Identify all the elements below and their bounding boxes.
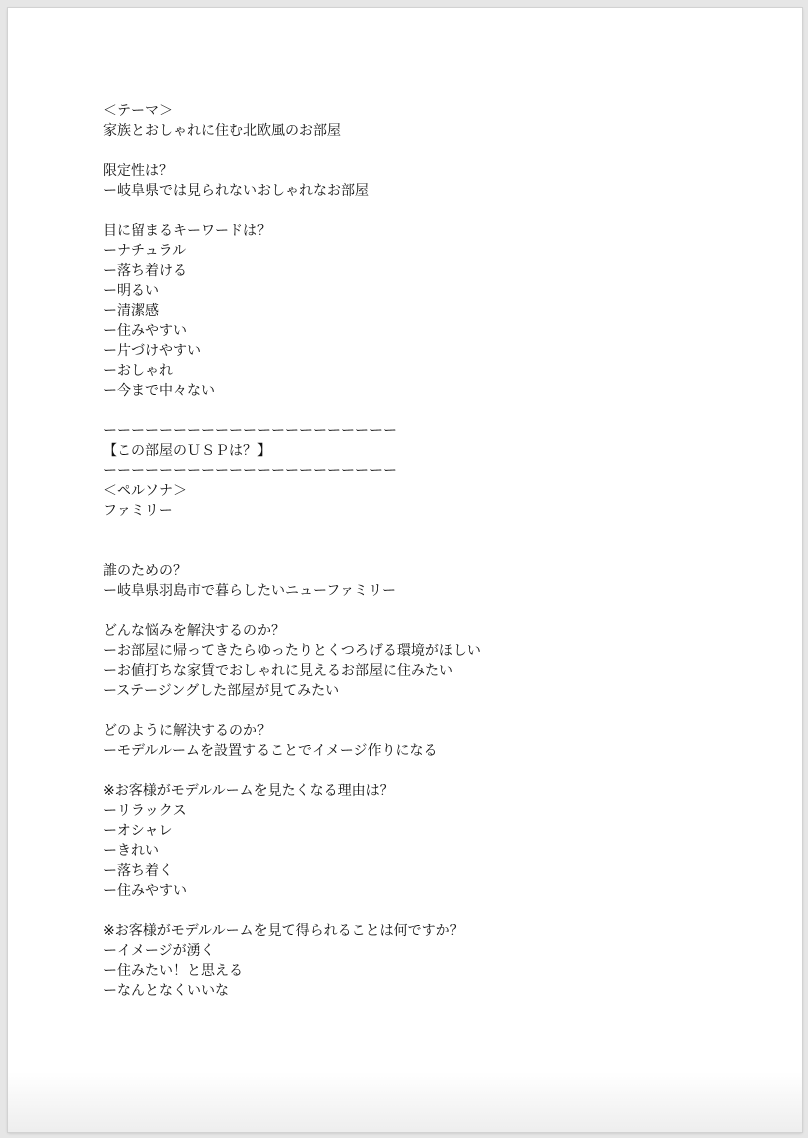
text-line: 【この部屋のＵＳＰは？】 — [103, 443, 271, 459]
text-line: ーお部屋に帰ってきたらゆったりとくつろげる環境がほしい — [103, 643, 481, 659]
blank-line — [103, 701, 763, 721]
blank-line — [103, 401, 763, 421]
text-line: ー住みたい！と思える — [103, 963, 243, 979]
text-line: ーリラックス — [103, 803, 187, 819]
text-line: ーきれい — [103, 843, 159, 859]
text-line: ー落ち着ける — [103, 263, 187, 279]
text-line: ーーーーーーーーーーーーーーーーーーーーー — [103, 423, 397, 439]
text-line: 誰のための？ — [103, 563, 187, 579]
text-line: ーモデルルームを設置することでイメージ作りになる — [103, 743, 438, 759]
blank-line — [103, 541, 763, 561]
text-line: どのように解決するのか？ — [103, 723, 271, 739]
text-line: ー落ち着く — [103, 863, 173, 879]
text-line: ※お客様がモデルルームを見たくなる理由は？ — [103, 783, 394, 799]
text-line: ーお値打ちな家賃でおしゃれに見えるお部屋に住みたい — [103, 663, 453, 679]
text-line: ファミリー — [103, 503, 173, 519]
blank-line — [103, 601, 763, 621]
text-line: ーイメージが湧く — [103, 943, 215, 959]
text-line: ーおしゃれ — [103, 363, 173, 379]
text-line: ーオシャレ — [103, 823, 173, 839]
text-line: 目に留まるキーワードは？ — [103, 223, 271, 239]
text-line: ーステージングした部屋が見てみたい — [103, 683, 340, 699]
text-line: 家族とおしゃれに住む北欧風のお部屋 — [103, 123, 341, 139]
blank-line — [103, 141, 763, 161]
document-page — [8, 8, 802, 1132]
text-line: ーなんとなくいいな — [103, 983, 229, 999]
text-line: どんな悩みを解決するのか？ — [103, 623, 285, 639]
text-line: ー住みやすい — [103, 883, 187, 899]
text-line: ー明るい — [103, 283, 159, 299]
text-line: ーーーーーーーーーーーーーーーーーーーーー — [103, 463, 397, 479]
text-line: ー片づけやすい — [103, 343, 201, 359]
blank-line — [103, 521, 763, 541]
text-line: ＜ペルソナ＞ — [103, 483, 187, 499]
text-line: ※お客様がモデルルームを見て得られることは何ですか？ — [103, 923, 464, 939]
text-line: ＜テーマ＞ — [103, 103, 173, 119]
text-line: 限定性は？ — [103, 163, 173, 179]
text-line: ーナチュラル — [103, 243, 187, 259]
blank-line — [103, 761, 763, 781]
document-body — [103, 101, 763, 1001]
text-line: ー岐阜県では見られないおしゃれなお部屋 — [103, 183, 369, 199]
blank-line — [103, 901, 763, 921]
text-line: ー住みやすい — [103, 323, 187, 339]
text-line: ー清潔感 — [103, 303, 159, 319]
text-line: ー今まで中々ない — [103, 383, 215, 399]
text-line: ー岐阜県羽島市で暮らしたいニューファミリー — [103, 583, 397, 599]
blank-line — [103, 201, 763, 221]
